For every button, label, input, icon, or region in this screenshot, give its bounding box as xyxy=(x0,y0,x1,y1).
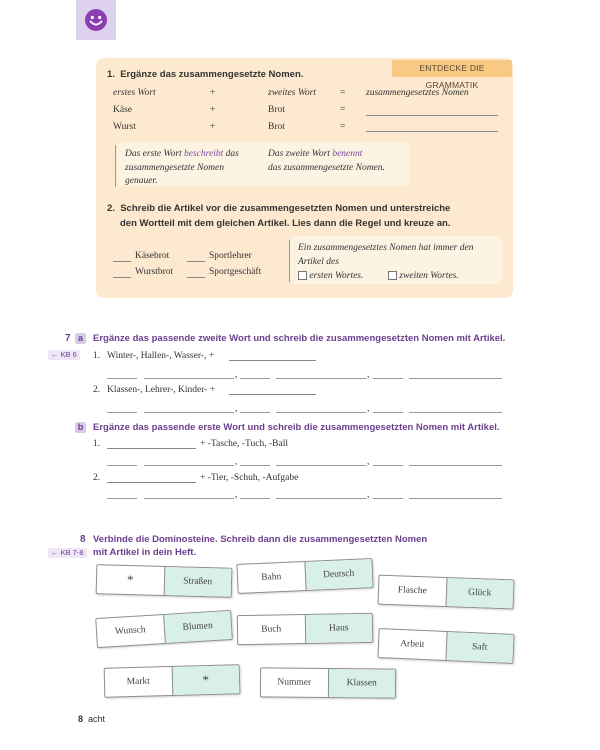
kb-reference-6[interactable]: ← KB 6 xyxy=(48,350,80,360)
domino-7-left: Markt xyxy=(126,676,150,688)
page-number: 8 xyxy=(78,714,84,724)
domino-6-left: Arbeit xyxy=(399,639,425,651)
domino-3[interactable] xyxy=(378,575,515,610)
article-blank-1[interactable] xyxy=(113,261,131,262)
arrow-left-icon: ← xyxy=(51,548,59,557)
domino-1-right: Straßen xyxy=(163,567,231,597)
keyword-beschreibt: beschreibt xyxy=(184,149,224,159)
article-blank-4[interactable] xyxy=(187,277,205,278)
ex7b-item1-answer[interactable] xyxy=(107,448,196,449)
exercise-8-number: 8 xyxy=(80,534,86,545)
rule-line1: Ein zusammengesetztes Nomen hat immer den xyxy=(298,243,474,253)
rule-line2: Artikel des xyxy=(298,257,339,267)
word-kaesebrot: Käsebrot xyxy=(135,251,170,261)
header-first-word: erstes Wort xyxy=(113,88,156,98)
rule-option-second: zweiten Wortes. xyxy=(388,271,459,281)
rule-option-first: ersten Wortes. xyxy=(298,271,363,281)
row1-answer-line[interactable] xyxy=(366,115,498,116)
domino-4-right: Blumen xyxy=(163,611,232,643)
ex7b-item2-answer[interactable] xyxy=(107,482,196,483)
domino-1-left: * xyxy=(126,572,134,588)
ex7a-item1-text: Winter-, Hallen-, Wasser-, + xyxy=(107,351,215,361)
header-second-word: zweites Wort xyxy=(268,88,316,98)
domino-3-left: Flasche xyxy=(397,585,427,597)
keyword-benennt: benennt xyxy=(332,149,363,159)
checkbox-first-word[interactable] xyxy=(298,271,307,280)
domino-2-right: Deutsch xyxy=(304,559,373,590)
ex7a-item1-num: 1. xyxy=(93,351,101,361)
word-sportlehrer: Sportlehrer xyxy=(209,251,252,261)
ex7b-item1-writing-row[interactable]: , , xyxy=(107,457,502,467)
row1-first: Käse xyxy=(113,105,132,115)
domino-5[interactable] xyxy=(237,613,374,645)
header-plus: + xyxy=(210,88,216,98)
domino-1[interactable] xyxy=(96,564,233,598)
domino-7[interactable] xyxy=(104,664,241,698)
domino-6-right: Saft xyxy=(445,632,514,663)
ex7b-item2-writing-row[interactable]: , , xyxy=(107,490,502,500)
header-result: zusammengesetztes Nomen xyxy=(366,88,469,98)
task1-title: 1. Ergänze das zusammengesetzte Nomen. xyxy=(107,69,304,80)
exercise-7b-title: Ergänze das passende erste Wort und schreib die zusammengesetzten Nomen mit Artikel. xyxy=(93,422,500,433)
checkbox-second-word[interactable] xyxy=(388,271,397,280)
domino-5-right: Haus xyxy=(304,614,372,643)
exercise-7a-label: a xyxy=(75,333,86,344)
word-wurstbrot: Wurstbrot xyxy=(135,267,174,277)
smiley-icon xyxy=(84,8,108,32)
exercise-8-title-line1: Verbinde die Dominosteine. Schreib dann die zusammengesetzten Nomen xyxy=(93,534,428,545)
domino-6[interactable] xyxy=(377,628,514,664)
ex7a-item2-text: Klassen-, Lehrer-, Kinder- + xyxy=(107,385,216,395)
task2-title-line1: 2. Schreib die Artikel vor die zusammengesetzten Nomen und unterstreiche xyxy=(107,203,451,214)
row1-plus: + xyxy=(210,105,216,115)
note-left: Das erste Wort beschreibt das zusammengesetzte Nomen genauer. xyxy=(125,149,239,186)
note-right: Das zweite Wort benennt das zusammengesetzte Nomen. xyxy=(268,149,385,173)
domino-4[interactable] xyxy=(95,610,233,648)
ex7a-item2-writing-row[interactable]: , , xyxy=(107,404,502,414)
domino-7-right: * xyxy=(171,665,239,695)
row2-second: Brot xyxy=(268,122,285,132)
word-sportgeschaeft: Sportgeschäft xyxy=(209,267,262,277)
exercise-7-number: 7 xyxy=(65,333,71,344)
article-blank-2[interactable] xyxy=(187,261,205,262)
page-word: acht xyxy=(88,714,106,724)
row2-first: Wurst xyxy=(113,122,136,132)
ex7b-item1-text: + -Tasche, -Tuch, -Ball xyxy=(200,439,288,449)
exercise-7b-label: b xyxy=(75,422,86,433)
domino-8[interactable] xyxy=(260,667,396,698)
page-footer xyxy=(78,714,105,724)
row2-answer-line[interactable] xyxy=(366,131,498,132)
task2-title-line2: den Wortteil mit dem gleichen Artikel. Lies dann die Regel und kreuze an. xyxy=(120,218,451,229)
domino-2-left: Bahn xyxy=(261,572,282,583)
ex7b-item1-num: 1. xyxy=(93,439,101,449)
arrow-left-icon: ← xyxy=(51,350,59,359)
header-equals: = xyxy=(340,88,346,98)
ex7a-item1-writing-row[interactable]: , , xyxy=(107,370,502,380)
note-brace xyxy=(115,145,116,187)
exercise-8-title-line2: mit Artikel in dein Heft. xyxy=(93,547,197,558)
ex7b-item2-num: 2. xyxy=(93,473,101,483)
row2-equals: = xyxy=(340,122,346,132)
row1-second: Brot xyxy=(268,105,285,115)
smiley-badge xyxy=(76,0,116,40)
ex7a-item2-answer[interactable] xyxy=(229,394,316,395)
ex7a-item1-answer[interactable] xyxy=(229,360,316,361)
ex7a-item2-num: 2. xyxy=(93,385,101,395)
row1-equals: = xyxy=(340,105,346,115)
domino-8-right: Klassen xyxy=(327,669,395,698)
article-blank-3[interactable] xyxy=(113,277,131,278)
rule-brace xyxy=(289,240,290,282)
kb-reference-7-8[interactable]: ← KB 7-8 xyxy=(48,548,87,558)
domino-8-left: Nummer xyxy=(277,677,312,688)
domino-5-left: Buch xyxy=(261,624,282,635)
ex7b-item2-text: + -Tier, -Schuh, -Aufgabe xyxy=(200,473,299,483)
exercise-7a-title: Ergänze das passende zweite Wort und schreib die zusammengesetzten Nomen mit Artikel. xyxy=(93,333,506,344)
domino-2[interactable] xyxy=(236,558,373,594)
domino-4-left: Wunsch xyxy=(114,625,146,637)
domino-3-right: Glück xyxy=(445,578,513,608)
row2-plus: + xyxy=(210,122,216,132)
grammar-tag: ENTDECKE DIE GRAMMATIK xyxy=(392,60,512,77)
